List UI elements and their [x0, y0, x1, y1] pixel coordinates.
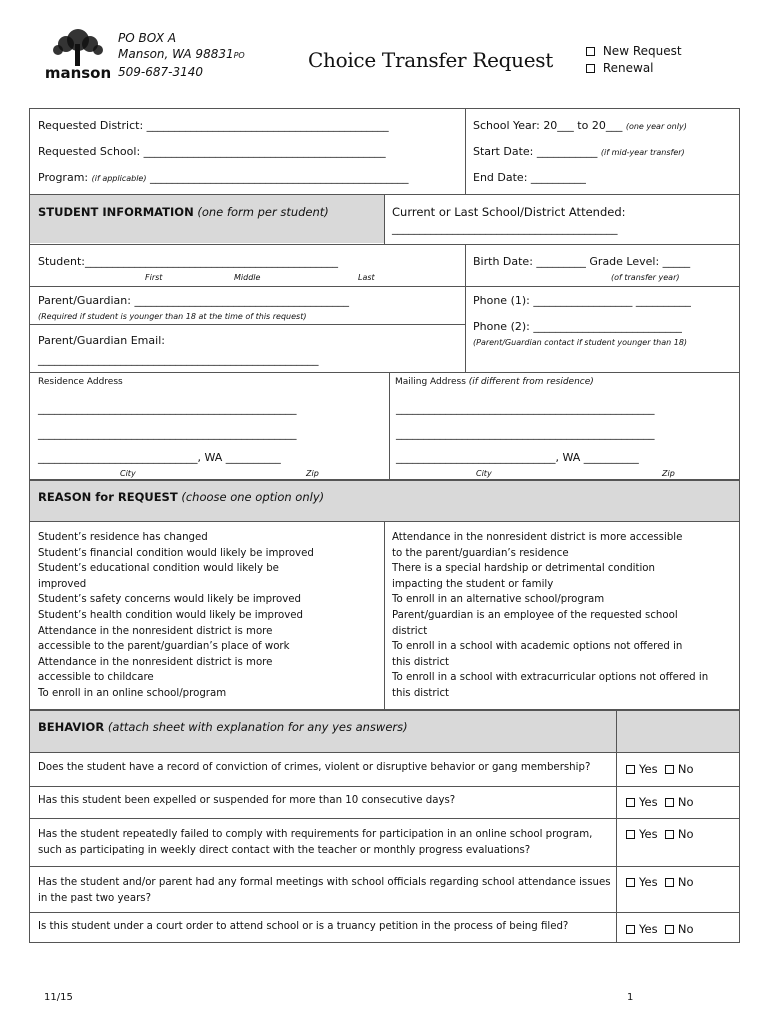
- parent-guardian-field[interactable]: Parent/Guardian: _______________________________________: [38, 294, 349, 307]
- reason-option[interactable]: Student’s safety concerns would likely be improved: [38, 594, 301, 606]
- mailing-city-zip[interactable]: _____________________________, WA __________: [396, 451, 639, 464]
- yes-checkbox[interactable]: [626, 765, 635, 774]
- reason-left-list: [38, 530, 378, 702]
- yes-checkbox[interactable]: [626, 925, 635, 934]
- yes-no-1: Yes No: [626, 762, 694, 776]
- checkbox-new[interactable]: [586, 47, 595, 56]
- reason-option[interactable]: Student’s health condition would likely be improved: [38, 609, 303, 621]
- reason-option[interactable]: accessible to the parent/guardian’s place of work: [38, 641, 290, 653]
- reason-option[interactable]: improved: [38, 578, 87, 590]
- mailing-line-2[interactable]: _______________________________________________: [396, 427, 655, 440]
- no-checkbox[interactable]: [665, 765, 674, 774]
- mailing-zip-caption: Zip: [662, 469, 675, 478]
- reason-option[interactable]: this district: [392, 687, 450, 699]
- reason-option[interactable]: accessible to childcare: [38, 672, 154, 684]
- current-school-field[interactable]: _________________________________________: [392, 222, 618, 235]
- residence-line-2[interactable]: _______________________________________________: [38, 427, 297, 440]
- reason-option[interactable]: To enroll in an online school/program: [38, 687, 227, 699]
- reason-option[interactable]: this district: [392, 656, 450, 668]
- yes-checkbox[interactable]: [626, 878, 635, 887]
- behavior-heading: BEHAVIOR (attach sheet with explanation for any yes answers): [38, 720, 408, 734]
- residence-city-zip[interactable]: _____________________________, WA __________: [38, 451, 281, 464]
- mailing-city-caption: City: [476, 469, 492, 478]
- reason-right-list: [392, 530, 736, 702]
- reason-option[interactable]: district: [392, 625, 428, 637]
- new-request-option[interactable]: New Request: [586, 43, 682, 60]
- student-info-heading-bg: [30, 195, 384, 243]
- reason-option[interactable]: Parent/guardian is an employee of the requested school: [392, 609, 678, 621]
- yes-no-3: Yes No: [626, 827, 694, 841]
- program-field[interactable]: Program: (if applicable) _______________________________________________: [38, 171, 409, 184]
- start-date-field[interactable]: Start Date: ___________ (if mid-year transfer): [473, 145, 685, 158]
- reason-option[interactable]: To enroll in an alternative school/program: [392, 594, 605, 606]
- footer-date: 11/15: [44, 992, 73, 1003]
- page-number: 1: [627, 992, 634, 1003]
- middle-caption: Middle: [234, 273, 261, 282]
- mailing-address-label: Mailing Address (if different from residence): [395, 377, 594, 387]
- birth-grade-field[interactable]: Birth Date: _________ Grade Level: _____: [473, 255, 691, 268]
- yes-no-2: Yes No: [626, 795, 694, 809]
- requested-school-field[interactable]: Requested School: ____________________________________________: [38, 145, 386, 158]
- parent-note: (Required if student is younger than 18 at the time of this request): [38, 312, 307, 321]
- parent-email-field[interactable]: ___________________________________________________: [38, 353, 319, 366]
- behavior-question-3: Has the student repeatedly failed to comply with requirements for participation in an online school program, such as participating in weekly direct contact with the teacher or monthly progress evaluations?: [38, 829, 593, 856]
- reason-heading: REASON for REQUEST (choose one option only): [38, 490, 325, 504]
- phone-note: (Parent/Guardian contact if student younger than 18): [473, 338, 688, 347]
- student-info-heading: STUDENT INFORMATION (one form per student): [38, 205, 329, 219]
- school-year-field[interactable]: School Year: 20___ to 20___ (one year only): [473, 119, 687, 132]
- mailing-block: [118, 30, 245, 80]
- requested-district-field[interactable]: Requested District: ____________________________________________: [38, 119, 389, 132]
- svg-text:manson: manson: [44, 64, 112, 82]
- no-checkbox[interactable]: [665, 830, 674, 839]
- reason-option[interactable]: Student’s financial condition would likely be improved: [38, 547, 314, 559]
- reason-option[interactable]: Attendance in the nonresident district is more: [38, 625, 273, 637]
- reason-option[interactable]: Attendance in the nonresident district is more accessible: [392, 532, 683, 543]
- mailing-line-1[interactable]: _______________________________________________: [396, 402, 655, 415]
- renewal-option[interactable]: Renewal: [586, 60, 682, 77]
- yes-no-4: Yes No: [626, 875, 694, 889]
- address-line-1: PO BOX A: [118, 31, 177, 45]
- reason-option[interactable]: Student’s educational condition would likely be: [38, 563, 279, 575]
- reason-option[interactable]: Student’s residence has changed: [38, 532, 208, 543]
- reason-option[interactable]: To enroll in a school with extracurricular options not offered in: [392, 672, 709, 684]
- reason-option[interactable]: There is a special hardship or detrimental condition: [392, 563, 655, 575]
- reason-option[interactable]: impacting the student or family: [392, 578, 554, 590]
- no-checkbox[interactable]: [665, 798, 674, 807]
- residence-address-label: Residence Address: [38, 377, 123, 387]
- current-school-label: Current or Last School/District Attended:: [392, 205, 626, 219]
- no-checkbox[interactable]: [665, 925, 674, 934]
- yes-checkbox[interactable]: [626, 798, 635, 807]
- yes-checkbox[interactable]: [626, 830, 635, 839]
- behavior-question-1: Does the student have a record of conviction of crimes, violent or disruptive behavior or gang membership?: [38, 762, 591, 773]
- reason-option[interactable]: To enroll in a school with academic options not offered in: [392, 641, 683, 653]
- first-caption: First: [145, 273, 163, 282]
- residence-city-caption: City: [120, 469, 136, 478]
- residence-zip-caption: Zip: [306, 469, 319, 478]
- student-name-field[interactable]: Student:______________________________________________: [38, 255, 339, 268]
- address-line-2: Manson, WA 98831PO: [118, 47, 245, 61]
- phone-2-field[interactable]: Phone (2): ___________________________: [473, 320, 682, 333]
- no-checkbox[interactable]: [665, 878, 674, 887]
- last-caption: Last: [358, 273, 375, 282]
- behavior-question-2: Has this student been expelled or suspended for more than 10 consecutive days?: [38, 795, 456, 806]
- grade-note: (of transfer year): [611, 273, 680, 282]
- address-line-3: 509-687-3140: [118, 65, 204, 79]
- checkbox-renewal[interactable]: [586, 64, 595, 73]
- page-title: Choice Transfer Request: [308, 48, 553, 72]
- district-logo: [42, 28, 114, 84]
- behavior-question-5: Is this student under a court order to attend school or is a truancy petition in the process of being filed?: [38, 921, 569, 932]
- phone-1-field[interactable]: Phone (1): __________________ __________: [473, 294, 691, 307]
- end-date-field[interactable]: End Date: __________: [473, 171, 586, 184]
- reason-option[interactable]: to the parent/guardian’s residence: [392, 547, 569, 559]
- residence-line-1[interactable]: _______________________________________________: [38, 402, 297, 415]
- yes-no-5: Yes No: [626, 922, 694, 936]
- parent-email-label: Parent/Guardian Email:: [38, 334, 165, 347]
- behavior-question-4: Has the student and/or parent had any formal meetings with school officials regarding school attendance issues in the past two years?: [38, 877, 611, 904]
- reason-option[interactable]: Attendance in the nonresident district is more: [38, 656, 273, 668]
